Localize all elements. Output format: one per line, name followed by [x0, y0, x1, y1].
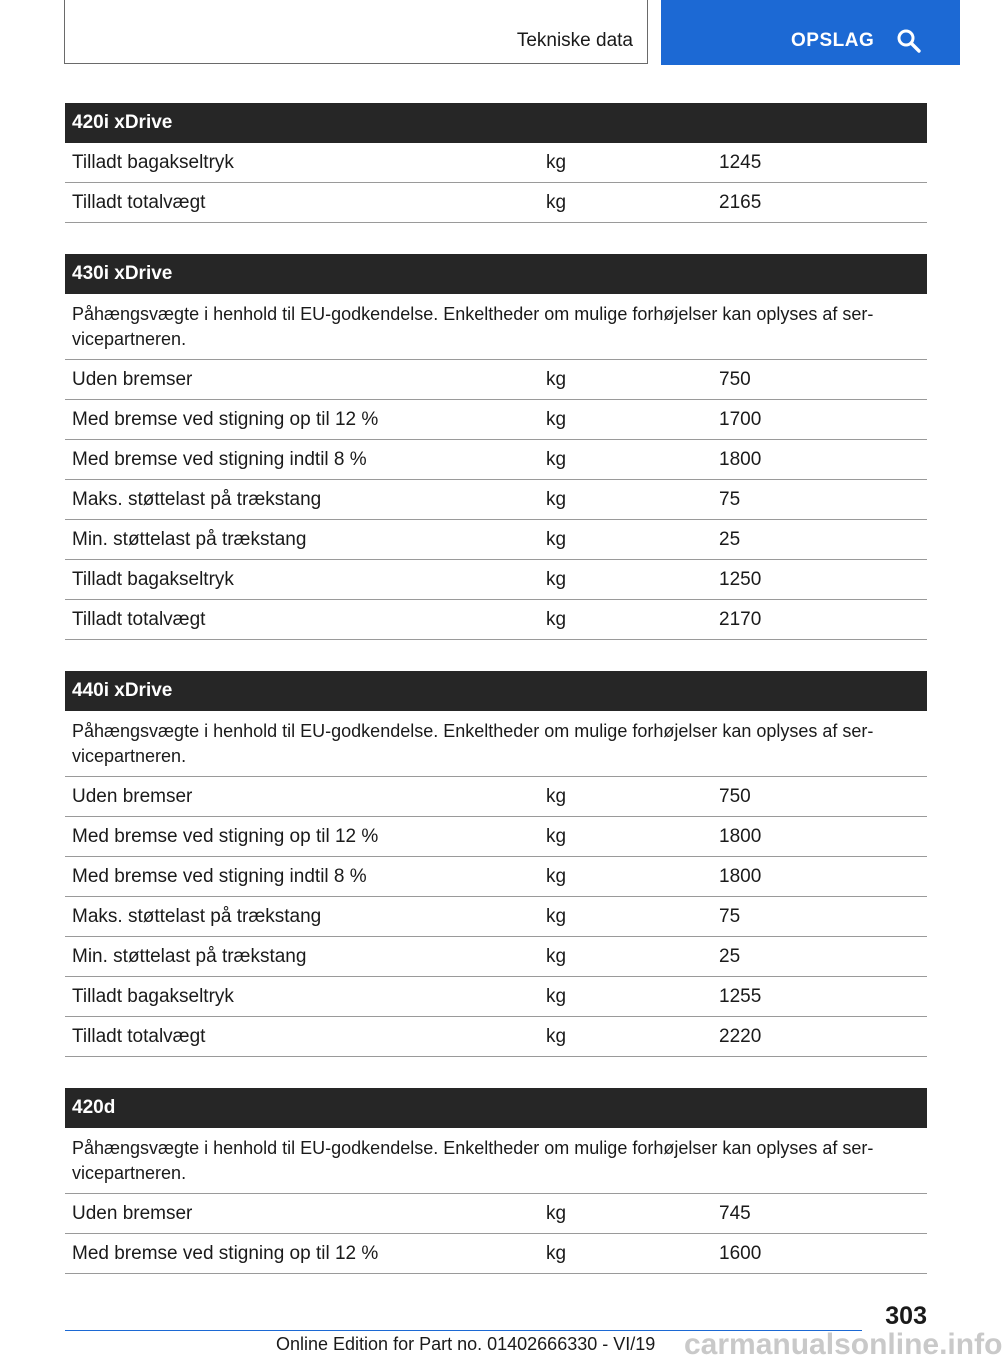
row-unit: kg	[546, 826, 567, 847]
section-title: 430i xDrive	[65, 254, 927, 294]
row-label: Min. støttelast på trækstang	[72, 946, 307, 967]
row-value: 2170	[719, 609, 762, 630]
table-row	[65, 520, 927, 560]
table-row	[65, 600, 927, 640]
row-unit: kg	[546, 369, 567, 390]
page-header	[0, 0, 960, 66]
row-label: Maks. støttelast på trækstang	[72, 906, 322, 927]
table-row	[65, 977, 927, 1017]
search-icon	[896, 28, 922, 54]
section-tab[interactable]	[64, 0, 648, 64]
row-label: Med bremse ved stigning indtil 8 %	[72, 866, 367, 887]
section-note: Påhængsvægte i henhold til EU-godkendelse. Enkeltheder om mulige forhøjelser kan oplyses af ser-vicepartneren.	[65, 711, 927, 777]
row-label: Tilladt totalvægt	[72, 609, 206, 630]
section-title: 420d	[65, 1088, 927, 1128]
row-unit: kg	[546, 529, 567, 550]
row-label: Med bremse ved stigning indtil 8 %	[72, 449, 367, 470]
row-value: 1245	[719, 152, 762, 173]
spec-section	[65, 254, 927, 640]
spec-section	[65, 1088, 927, 1274]
row-value: 2165	[719, 192, 762, 213]
row-unit: kg	[546, 489, 567, 510]
table-row	[65, 857, 927, 897]
spec-tables	[65, 103, 927, 1305]
lookup-button-label: OPSLAG	[791, 30, 875, 51]
table-row	[65, 897, 927, 937]
row-value: 1800	[719, 449, 762, 470]
row-label: Tilladt totalvægt	[72, 1026, 206, 1047]
row-unit: kg	[546, 1203, 567, 1224]
row-unit: kg	[546, 786, 567, 807]
table-row	[65, 937, 927, 977]
row-unit: kg	[546, 986, 567, 1007]
row-label: Tilladt totalvægt	[72, 192, 206, 213]
row-value: 1600	[719, 1243, 762, 1264]
row-value: 750	[719, 369, 751, 390]
row-label: Maks. støttelast på trækstang	[72, 489, 322, 510]
page-number: 303	[885, 1302, 927, 1330]
spec-section	[65, 103, 927, 223]
section-note: Påhængsvægte i henhold til EU-godkendelse. Enkeltheder om mulige forhøjelser kan oplyses af ser-vicepartneren.	[65, 294, 927, 360]
table-row	[65, 360, 927, 400]
table-row	[65, 440, 927, 480]
table-row	[65, 400, 927, 440]
table-row	[65, 1234, 927, 1274]
row-value: 2220	[719, 1026, 762, 1047]
row-unit: kg	[546, 409, 567, 430]
row-value: 1255	[719, 986, 762, 1007]
row-value: 25	[719, 946, 741, 967]
row-value: 750	[719, 786, 751, 807]
row-unit: kg	[546, 906, 567, 927]
row-label: Tilladt bagakseltryk	[72, 569, 234, 590]
section-title: 440i xDrive	[65, 671, 927, 711]
table-row	[65, 1194, 927, 1234]
row-unit: kg	[546, 946, 567, 967]
row-unit: kg	[546, 866, 567, 887]
row-label: Med bremse ved stigning op til 12 %	[72, 826, 379, 847]
row-value: 1800	[719, 826, 762, 847]
row-value: 75	[719, 489, 741, 510]
table-row	[65, 183, 927, 223]
lookup-button[interactable]	[661, 0, 960, 65]
table-row	[65, 143, 927, 183]
row-unit: kg	[546, 449, 567, 470]
row-unit: kg	[546, 192, 567, 213]
row-value: 745	[719, 1203, 751, 1224]
spec-section	[65, 671, 927, 1057]
watermark: carmanualsonline.info	[684, 1328, 1002, 1361]
table-row	[65, 560, 927, 600]
row-unit: kg	[546, 609, 567, 630]
row-label: Uden bremser	[72, 786, 193, 807]
table-row	[65, 480, 927, 520]
row-label: Med bremse ved stigning op til 12 %	[72, 409, 379, 430]
section-note: Påhængsvægte i henhold til EU-godkendelse. Enkeltheder om mulige forhøjelser kan oplyses af ser-vicepartneren.	[65, 1128, 927, 1194]
row-unit: kg	[546, 1243, 567, 1264]
row-label: Tilladt bagakseltryk	[72, 152, 234, 173]
row-label: Uden bremser	[72, 1203, 193, 1224]
row-value: 1250	[719, 569, 762, 590]
row-label: Uden bremser	[72, 369, 193, 390]
row-value: 1700	[719, 409, 762, 430]
row-value: 75	[719, 906, 741, 927]
section-title: 420i xDrive	[65, 103, 927, 143]
row-unit: kg	[546, 152, 567, 173]
table-row	[65, 817, 927, 857]
row-label: Tilladt bagakseltryk	[72, 986, 234, 1007]
row-value: 25	[719, 529, 741, 550]
table-row	[65, 777, 927, 817]
edition-text: Online Edition for Part no. 01402666330 - VI/19	[276, 1334, 656, 1354]
row-label: Med bremse ved stigning op til 12 %	[72, 1243, 379, 1264]
row-unit: kg	[546, 569, 567, 590]
section-tab-label: Tekniske data	[516, 30, 633, 51]
row-unit: kg	[546, 1026, 567, 1047]
table-row	[65, 1017, 927, 1057]
row-value: 1800	[719, 866, 762, 887]
row-label: Min. støttelast på trækstang	[72, 529, 307, 550]
